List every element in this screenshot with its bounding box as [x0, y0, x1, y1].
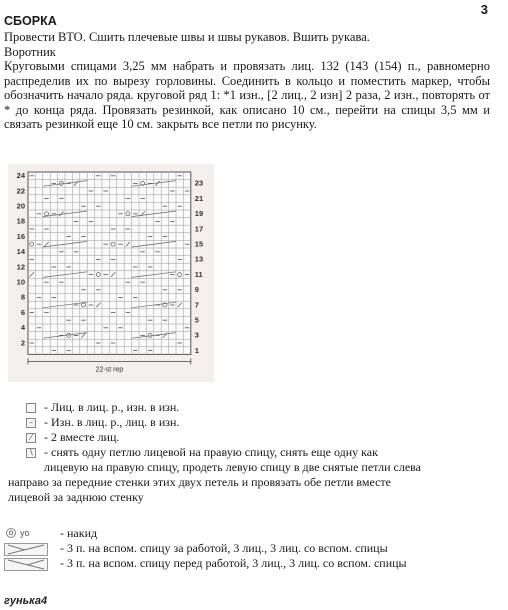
row-label-right: 21	[194, 193, 204, 203]
legend-text: лицевой за заднюю стенку	[8, 490, 144, 504]
legend-text: - Лиц. в лиц. р., изн. в изн.	[44, 400, 180, 414]
cable-back-icon	[4, 543, 48, 556]
legend-item-purl	[0, 415, 508, 430]
row-label-right: 19	[194, 209, 204, 219]
row-label-left: 18	[16, 216, 25, 226]
row-label-left: 6	[20, 307, 25, 317]
legend-item-ssk	[0, 445, 508, 460]
legend-text: - 3 п. на вспом. спицу за работой, 3 лиц., 3 лиц. со вспом. спицы	[60, 541, 388, 555]
row-label-left: 12	[16, 262, 25, 272]
row-label-left: 20	[16, 201, 25, 211]
backslash-square-icon: ∖	[26, 448, 36, 458]
legend-text: лицевую на правую спицу, продеть левую спицу в две снятые петли слева	[44, 460, 422, 474]
legend-cables	[0, 526, 508, 571]
legend-item-cable-back	[0, 541, 508, 556]
legend-continuation	[0, 460, 508, 475]
watermark: гунька4	[4, 595, 48, 607]
blank-square-icon	[26, 403, 36, 413]
legend-text: - накид	[60, 526, 98, 540]
row-label-right: 15	[194, 239, 204, 249]
collar-title: Воротник	[4, 45, 56, 59]
row-label-right: 1	[194, 345, 199, 355]
legend-text: - 2 вместе лиц.	[44, 430, 120, 444]
knitting-chart	[8, 164, 214, 382]
row-label-right: 5	[194, 315, 199, 325]
dash-square-icon: –	[26, 418, 36, 428]
legend-continuation	[0, 475, 508, 490]
row-label-left: 8	[20, 292, 25, 302]
legend-item-knit	[0, 400, 508, 415]
assembly-text: Провести ВТО. Сшить плечевые швы и швы рукавов. Вшить рукава.	[4, 30, 370, 44]
row-label-left: 24	[16, 171, 25, 181]
row-label-left: 4	[20, 323, 25, 333]
legend-item-yo	[0, 526, 508, 541]
legend-continuation	[0, 490, 508, 505]
legend-text: - снять одну петлю лицевой на правую спицу, снять еще одну как	[44, 445, 378, 459]
row-label-left: 16	[16, 231, 25, 241]
row-label-right: 13	[194, 254, 204, 264]
legend-text: - 3 п. на вспом. спицу перед работой, 3 лиц., 3 лиц. со вспом. спицы	[60, 556, 407, 570]
yo-label: yo	[20, 528, 30, 538]
row-label-right: 11	[194, 269, 203, 279]
slash-square-icon: ⁄	[26, 433, 36, 443]
collar-text: Круговыми спицами 3,25 мм набрать и провязать лиц. 132 (143 (154) п., равномерно распределив их по вырезу горловины. Соединить в кольцо и поместить маркер, чтобы обозначить начало ряда. круговой ряд 1: *1 изн., [2 лиц., 2 изн] 2 раза, 2 изн., повторять от * до конца ряда. Провязать резинкой, как описано 10 см., перейти на спицы 3,5 мм и связать резинкой еще 10 см. закрыть все петли по рисунку.	[4, 59, 490, 132]
row-label-right: 3	[194, 330, 199, 340]
cable-front-icon	[4, 558, 48, 571]
legend-stitches	[0, 400, 508, 505]
legend-item-cable-front	[0, 556, 508, 571]
page-number: 3	[480, 2, 488, 17]
row-label-left: 22	[16, 186, 25, 196]
legend-item-k2tog	[0, 430, 508, 445]
row-label-right: 9	[194, 285, 199, 295]
section-title: СБОРКА	[4, 14, 57, 28]
row-label-left: 10	[16, 277, 25, 287]
row-label-left: 14	[16, 247, 25, 257]
row-label-right: 7	[194, 300, 199, 310]
knitting-chart-grid	[8, 164, 214, 382]
legend-text: - Изн. в лиц. р., лиц. в изн.	[44, 415, 180, 429]
row-label-left: 2	[20, 338, 25, 348]
legend-text: направо за передние стенки этих двух петель и провязать обе петли вместе	[8, 475, 392, 489]
yarn-over-icon: o	[6, 528, 16, 538]
row-label-right: 23	[194, 178, 204, 188]
repeat-label: 22-st rep	[95, 366, 124, 374]
row-label-right: 17	[194, 224, 204, 234]
